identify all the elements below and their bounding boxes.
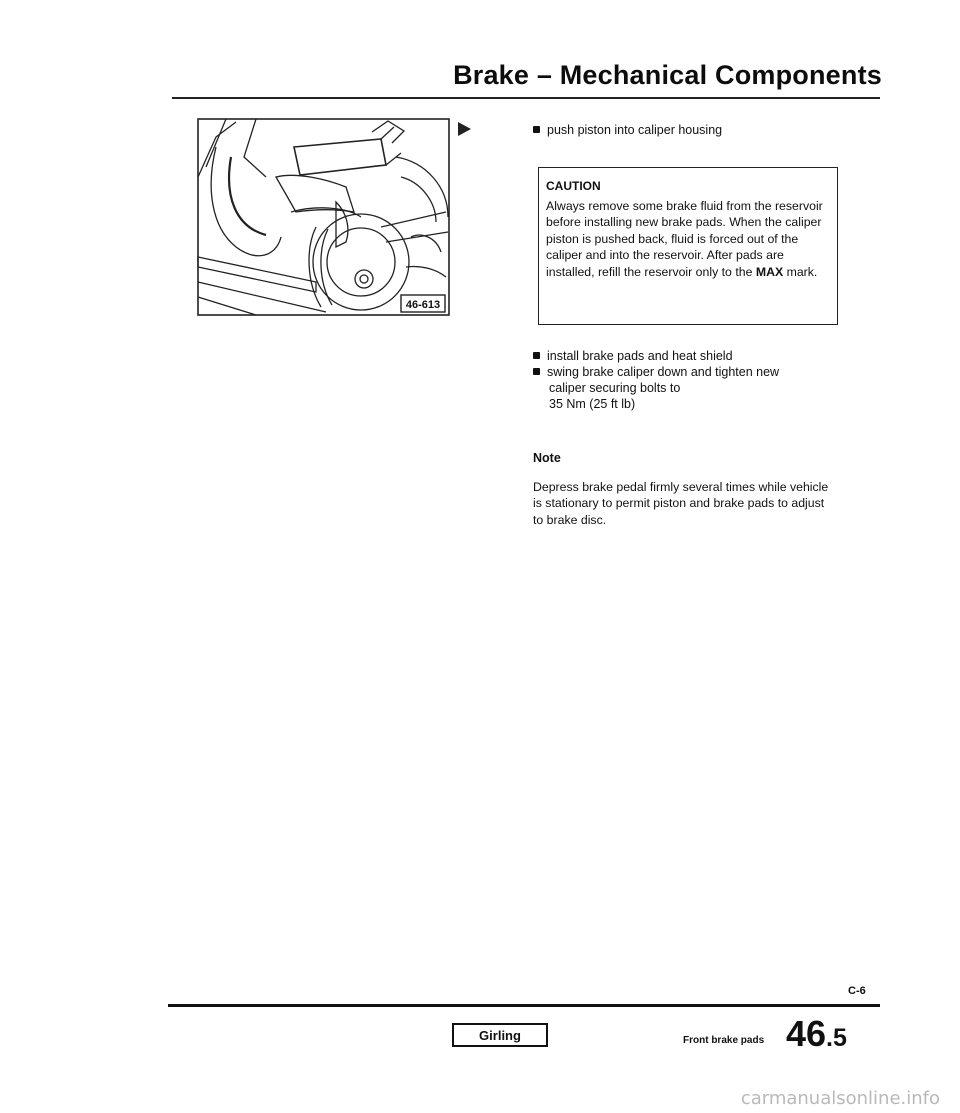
bullet-icon bbox=[533, 352, 540, 359]
torque-spec: 35 Nm (25 ft lb) bbox=[549, 397, 636, 411]
procedure-list bbox=[533, 348, 853, 412]
list-item: swing brake caliper down and tighten new bbox=[533, 364, 853, 380]
footer-rule bbox=[168, 1004, 880, 1007]
pointer-arrow-icon bbox=[458, 122, 471, 136]
note-title: Note bbox=[533, 451, 561, 465]
watermark: carmanualsonline.info bbox=[740, 1088, 940, 1109]
list-item: install brake pads and heat shield bbox=[533, 348, 853, 364]
figure-label: 46-613 bbox=[405, 299, 441, 311]
page-title: Brake – Mechanical Components bbox=[453, 60, 882, 90]
page-code: C-6 bbox=[848, 985, 866, 997]
section-number: 46.5 bbox=[786, 1013, 847, 1054]
caution-title: CAUTION bbox=[546, 179, 601, 193]
bullet-icon bbox=[533, 368, 540, 375]
section-label: Front brake pads bbox=[683, 1035, 765, 1046]
brake-caliper-illustration bbox=[196, 117, 451, 317]
list-item-continuation: caliper securing bolts to bbox=[549, 381, 681, 395]
caution-text: Always remove some brake fluid from the reservoir before installing new brake pads. When the caliper piston is pushed back, fluid is forced out of the caliper and into the reservoir. After pads are installed, refill the reservoir only to the MAX mark. bbox=[546, 199, 823, 279]
list-item: push piston into caliper housing bbox=[533, 122, 722, 138]
bullet-icon bbox=[533, 126, 540, 133]
brand-label: Girling bbox=[452, 1023, 548, 1047]
note-text: Depress brake pedal firmly several times while vehicle is stationary to permit piston and brake pads to adjust to brake disc. bbox=[533, 480, 829, 527]
header-rule bbox=[172, 97, 880, 99]
